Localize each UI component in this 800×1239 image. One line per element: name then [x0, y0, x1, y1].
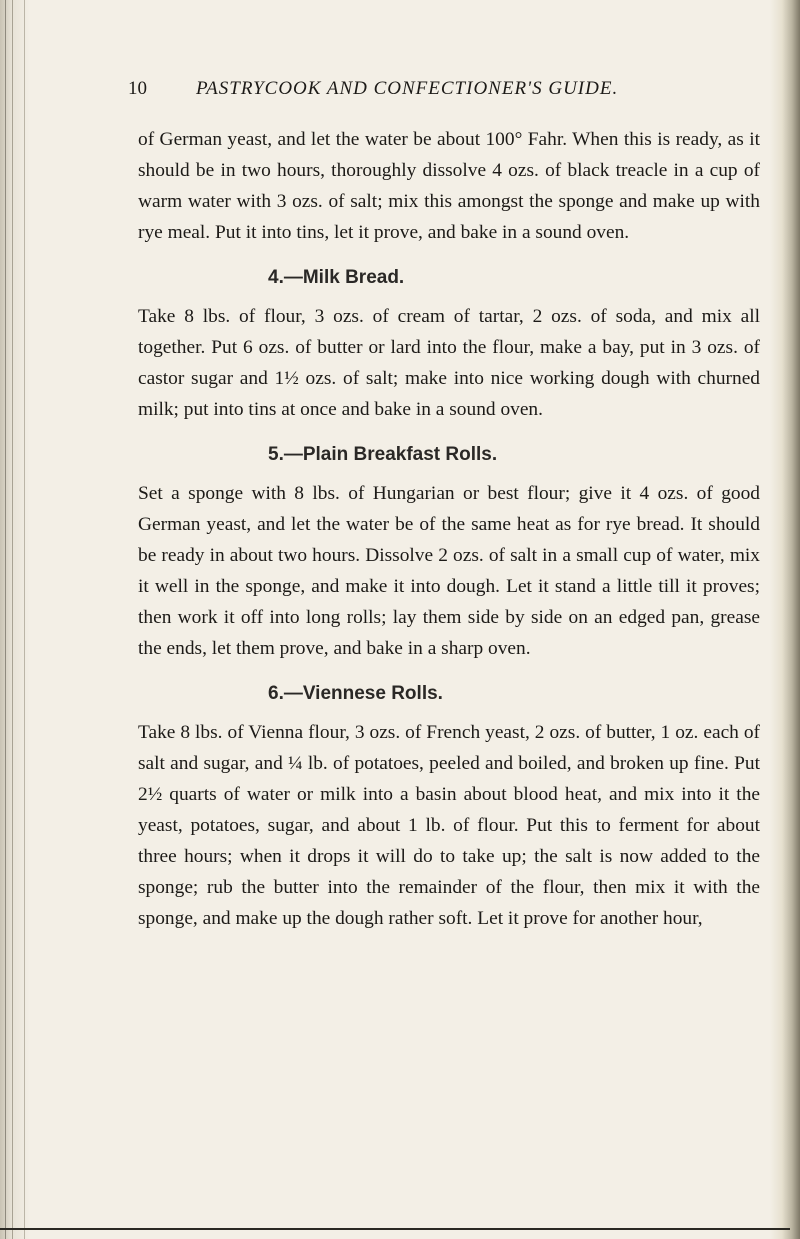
section-heading-viennese-rolls: 6.—Viennese Rolls. [268, 683, 443, 704]
running-title: PASTRYCOOK AND CONFECTIONER'S GUIDE. [196, 78, 619, 99]
gutter-line [12, 0, 13, 1239]
bottom-rule [0, 1228, 790, 1230]
section-heading-plain-breakfast-rolls: 5.—Plain Breakfast Rolls. [268, 444, 498, 465]
gutter-line [24, 0, 25, 1239]
page-edge-shadow [770, 0, 800, 1239]
paragraph-plain-breakfast-rolls: Set a sponge with 8 lbs. of Hungarian or best flour; give it 4 ozs. of good German yeast, and let the water be of the same heat as for rye bread. It should be ready in about two hours. Dissolve 2 ozs. of salt in a small cup of water, mix it well in the sponge, and make it into dough. Let it stand a little till it proves; then work it off into long rolls; lay them side by side on an edged pan, grease the ends, let them prove, and bake in a sharp oven. [138, 483, 760, 659]
paragraph-viennese-rolls: Take 8 lbs. of Vienna flour, 3 ozs. of French yeast, 2 ozs. of butter, 1 oz. each of salt and sugar, and ¼ lb. of potatoes, peeled and boiled, and broken up fine. Put 2½ quarts of water or milk into a basin about blood heat, and mix into it the yeast, potatoes, sugar, and about 1 lb. of flour. Put this to ferment for about three hours; when it drops it will do to take up; the salt is now added to the sponge; rub the butter into the remainder of the flour, then mix it with the sponge, and make up the dough rather soft. Let it prove for another hour, [138, 722, 760, 929]
book-page [128, 78, 768, 934]
section-heading-milk-bread: 4.—Milk Bread. [268, 267, 405, 288]
gutter-line [5, 0, 6, 1239]
paragraph-milk-bread: Take 8 lbs. of flour, 3 ozs. of cream of tartar, 2 ozs. of soda, and mix all together. Put 6 ozs. of butter or lard into the flour, make a bay, put in 3 ozs. of castor sugar and 1½ ozs. of salt; make into nice working dough with churned milk; put into tins at once and bake in a sound oven. [138, 306, 760, 420]
page-number: 10 [128, 78, 147, 99]
paragraph-continuation: of German yeast, and let the water be about 100° Fahr. When this is ready, as it should be in two hours, thoroughly dissolve 4 ozs. of black treacle in a cup of warm water with 3 ozs. of salt; mix this amongst the sponge and make up with rye meal. Put it into tins, let it prove, and bake in a sound oven. [138, 129, 760, 243]
running-header [128, 78, 768, 114]
